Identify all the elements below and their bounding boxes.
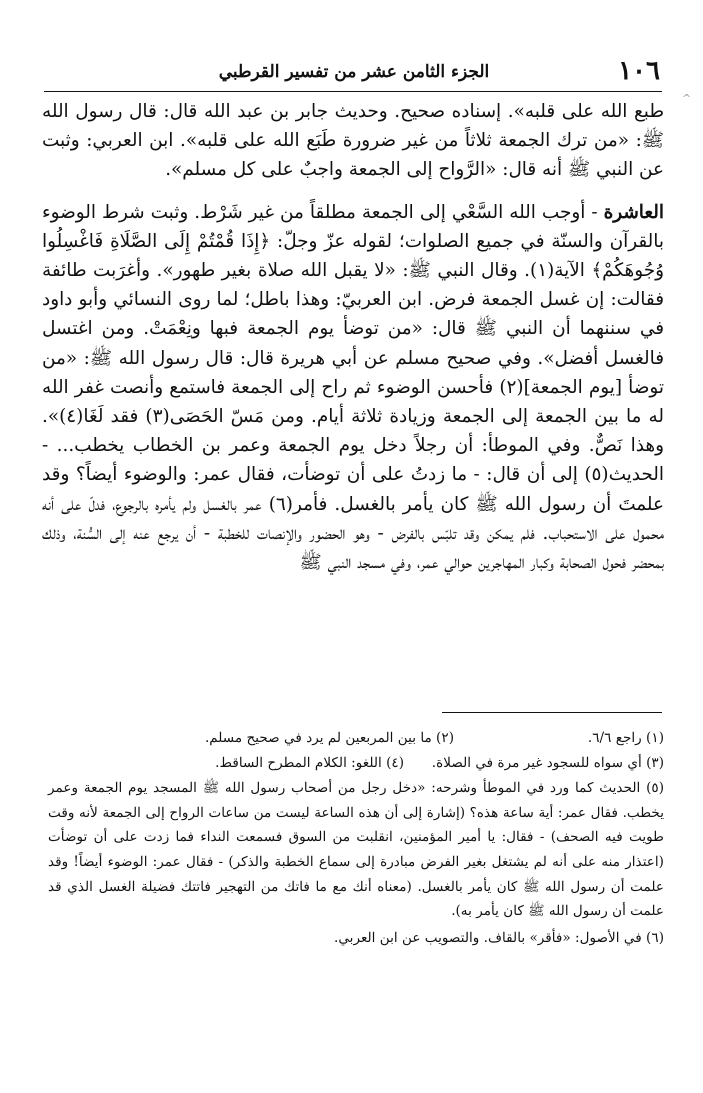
- running-title: الجزء الثامن عشر من تفسير القرطبي: [218, 62, 490, 82]
- footnote-1: (١) راجع ٦/٦.: [587, 730, 664, 746]
- paragraph-2: [42, 198, 664, 578]
- footnote-4: (٤) اللغو: الكلام المطرح الساقط.: [215, 754, 404, 771]
- main-text: [42, 97, 664, 577]
- footnote-5: (٥) الحديث كما ورد في الموطأ وشرحه: «دخل رجل من أصحاب رسول الله ﷺ المسجد يوم الجمعة وعمر يخطب. فقال عمر: أية ساعة هذه؟ (إشارة إلى أن هذه الساعة ليست من ساعات الرواح إلى الجمعة لأنه وقت طويت فيه الصحف) - فقال: يا أمير المؤمنين، انقلبت من السوق فسمعت النداء فما زدت على أن توضأت (اعتذار منه على أنه لم يشتغل بغير الفرض مبادرة إلى سماع الخطبة والذكر) - فقال عمر: الوضوء أيضاً! وقد علمت أن رسول الله ﷺ كان يأمر بالغسل. (معناه أنك مع ما فاتك من التهجير فاتتك فضيلة الغسل الذي قد علمت أن رسول الله ﷺ كان يأمر به).: [48, 780, 664, 920]
- paragraph-2-lead: العاشرة: [603, 201, 664, 223]
- footnote-rule: [442, 712, 662, 713]
- corner-mark-icon: ^: [682, 92, 692, 105]
- footnote-row-1: [48, 726, 664, 751]
- footnote-row-2: [48, 751, 664, 776]
- page-header: [48, 52, 660, 92]
- footnote-2: (٢) ما بين المربعين لم يرد في صحيح مسلم.: [204, 730, 454, 746]
- paragraph-1: طبع الله على قلبه». إسناده صحيح. وحديث جابر بن عبد الله قال: قال رسول الله ﷺ: «من ترك الجمعة ثلاثاً من غير ضرورة طَبَع الله على قلبه». ابن العربي: وثبت عن النبي ﷺ أنه قال: «الرَّواح إلى الجمعة واجبٌ على كل مسلم».: [42, 101, 664, 181]
- footnote-6: (٦) في الأصول: «فأقر» بالقاف. والتصويب عن ابن العربي.: [334, 929, 664, 946]
- paragraph-2-text: - أوجب الله السَّعْي إلى الجمعة مطلقاً من غير شَرْط. وثبت شرط الوضوء بالقرآن والسنّة في جميع الصلوات؛ لقوله عزّ وجلّ: ﴿إِذَا قُمْتُمْ إِلَى الصَّلَاةِ فَاغْسِلُوا وُجُوهَكُمْ﴾ الآية(١). وقال النبي ﷺ: «لا يقبل الله صلاة بغير طهور». وأغرَبت طائفة فقالت: إن غسل الجمعة فرض. ابن العربيّ: وهذا باطل؛ لما روى النسائي وأبو داود في سننهما أن النبي ﷺ قال: «من توضأ يوم الجمعة فبها ونِعْمَتْ. ومن اغتسل فالغسل أفضل». وفي صحيح مسلم عن أبي هريرة قال: قال رسول الله ﷺ: «من توضأ [يوم الجمعة](٢) فأحسن الوضوء ثم راح إلى الجمعة فاستمع وأنصت غفر الله له ما بين الجمعة إلى الجمعة وزيادة ثلاثة أيام. ومن مَسّ الحَصَى(٣) فقد لَغَا(٤)». وهذا نَصٌّ. وفي الموطأ: أن رجلاً دخل يوم الجمعة وعمر بن الخطاب يخطب... - الحديث(٥) إلى أن قال: - ما زدتُ على أن توضأت، فقال عمر: والوضوء أيضاً؟ وقد علمتَ أن رسول الله ﷺ كان يأمر بالغسل. فأمر(٦) عمر بالغسل ولم يأمره بالرجوع، فدلّ على أنه محمول على الاستحباب. فلم يمكن وقد تلبّس بالفرض - وهو الحضور والإنصات للخطبة - أن يرجع عنه إلى السُّنة، وذلك بمحضر فحول الصحابة وكبار المهاجرين حوالي عمر، وفي مسجد النبي ﷺ: [42, 201, 665, 574]
- header-rule: [44, 91, 662, 92]
- page-number: ١٠٦: [618, 56, 660, 86]
- footnotes: [48, 726, 664, 950]
- footnote-3: (٣) أي سواه للسجود غير مرة في الصلاة.: [431, 754, 664, 771]
